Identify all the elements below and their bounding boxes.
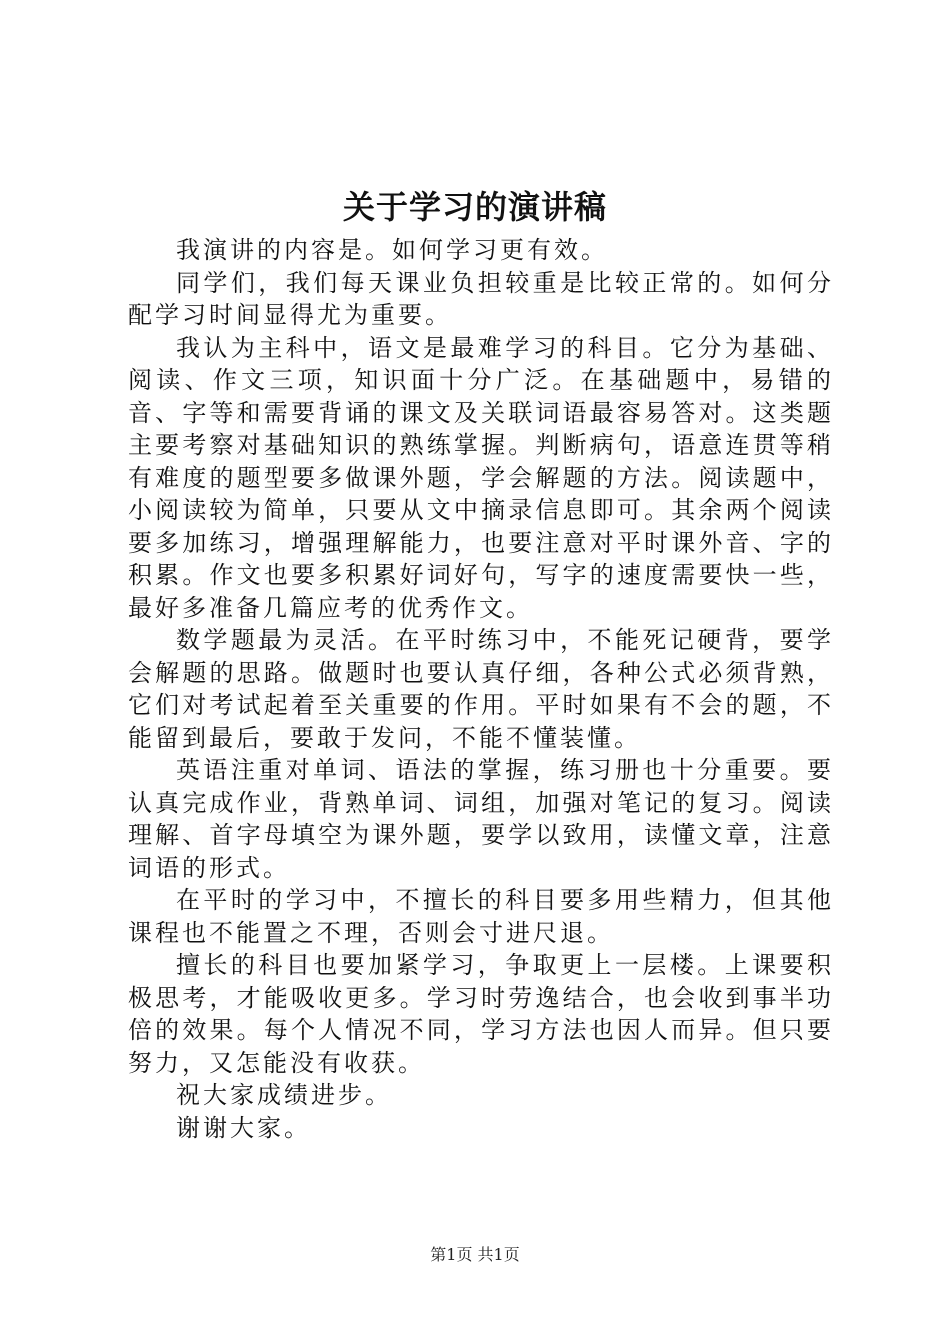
paragraph-math: 数学题最为灵活。在平时练习中，不能死记硬背，要学会解题的思路。做题时也要认真仔细，各种公式必须背熟，它们对考试起着至关重要的作用。平时如果有不会的题，不能留到最后，要敢于发问，不能不懂装懂。 — [128, 626, 834, 752]
paragraph-thanks: 谢谢大家。 — [176, 1113, 311, 1142]
paragraph-strong-subjects: 擅长的科目也要加紧学习，争取更上一层楼。上课要积极思考，才能吸收更多。学习时劳逸结合，也会收到事半功倍的效果。每个人情况不同，学习方法也因人而异。但只要努力，又怎能没有收获。 — [128, 951, 834, 1077]
paragraph-weak-subjects: 在平时的学习中，不擅长的科目要多用些精力，但其他课程也不能置之不理，否则会寸进尺退。 — [128, 886, 834, 947]
page-footer: 第1页 共1页 — [430, 1245, 520, 1264]
paragraph-intro: 我演讲的内容是。如何学习更有效。 — [176, 236, 608, 264]
paragraph-wishes: 祝大家成绩进步。 — [176, 1081, 392, 1109]
paragraph-english: 英语注重对单词、语法的掌握，练习册也十分重要。要认真完成作业，背熟单词、词组，加强对笔记的复习。阅读理解、首字母填空为课外题，要学以致用，读懂文章，注意词语的形式。 — [128, 756, 834, 882]
document-body — [128, 234, 834, 1144]
paragraph-time-allocation: 同学们，我们每天课业负担较重是比较正常的。如何分配学习时间显得尤为重要。 — [128, 268, 834, 329]
paragraph-chinese: 我认为主科中，语文是最难学习的科目。它分为基础、阅读、作文三项，知识面十分广泛。在基础题中，易错的音、字等和需要背诵的课文及关联词语最容易答对。这类题主要考察对基础知识的熟练掌握。判断病句，语意连贯等稍有难度的题型要多做课外题，学会解题的方法。阅读题中，小阅读较为简单，只要从文中摘录信息即可。其余两个阅读要多加练习，增强理解能力，也要注意对平时课外音、字的积累。作文也要多积累好词好句，写字的速度需要快一些，最好多准备几篇应考的优秀作文。 — [128, 333, 834, 622]
document-title: 关于学习的演讲稿 — [342, 188, 607, 226]
